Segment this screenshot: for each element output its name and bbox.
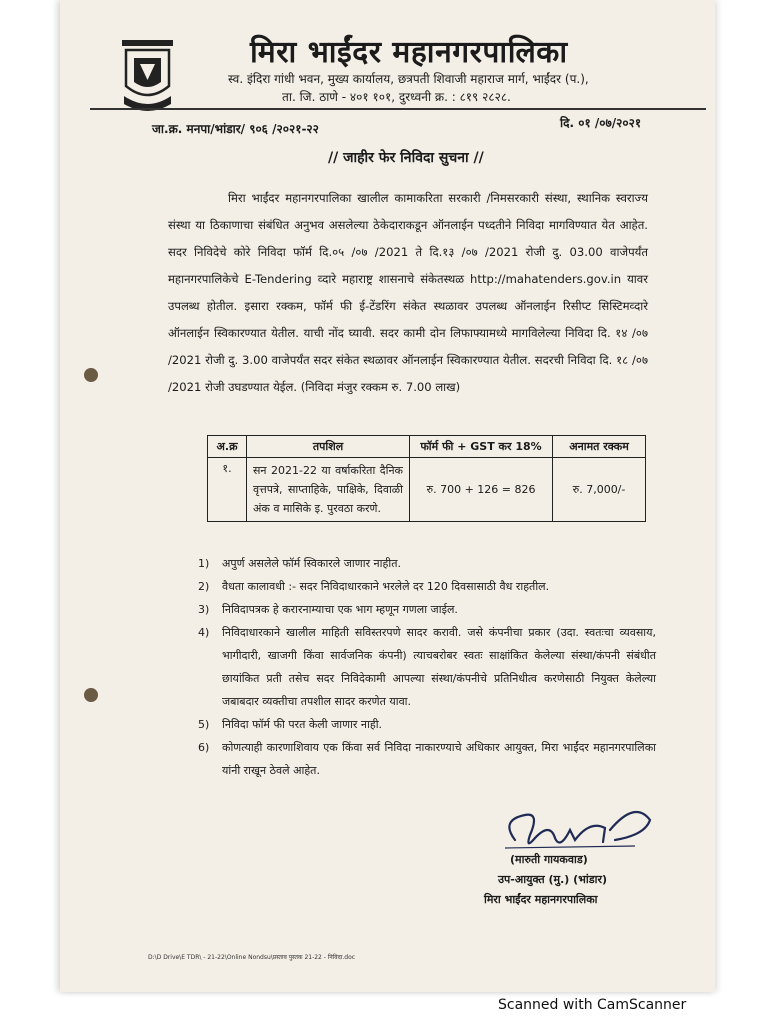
notice-heading: // जाहीर फेर निविदा सुचना //: [328, 150, 484, 166]
list-item-text: कोणत्याही कारणाशिवाय एक किंवा सर्व निविदा नाकारण्याचे अधिकार आयुक्त, मिरा भाईंदर महानगरपालिका यांनी राखून ठेवले आहेत.: [222, 741, 656, 777]
list-item: [198, 713, 656, 736]
list-item: [198, 552, 656, 575]
tender-table: [207, 435, 646, 522]
list-item: [198, 598, 656, 621]
punch-hole: [84, 368, 98, 382]
signature-icon: [495, 800, 655, 860]
list-item-text: निविदाधारकाने खालील माहिती सविस्तरपणे सादर करावी. जसे कंपनीचा प्रकार (उदा. स्वतःचा व्यवसाय, भागीदारी, खाजगी किंवा सार्वजनिक कंपनी) त्याचबरोबर स्वतः साक्षांकित केलेल्या संस्था/कंपनी संबंधीत छायांकित प्रती तसेच सदर निविदेकामी आपल्या संस्था/कंपनीचे प्रतिनिधीत्व करणेसाठी नियुक्त केलेल्या जबाबदार व्यक्तीचा तपशील सादर करणेत यावा.: [222, 626, 656, 708]
list-item-number: 6): [198, 741, 210, 754]
column-header-deposit: अनामत रक्कम: [553, 436, 646, 458]
address-line-2: ता. जि. ठाणे - ४०१ १०१, दुरध्वनी क्र. : ८१९ २८२८.: [282, 90, 511, 104]
table-header-row: [208, 436, 646, 458]
conditions-list: [198, 552, 656, 782]
list-item-number: 2): [198, 580, 210, 593]
file-path-footer: D:\D Drive\E TDR\ - 21-22\Online Nondsu\प्रस्ताव पुस्तक 21-22 - निविदा.doc: [148, 954, 356, 961]
scanner-watermark: Scanned with CamScanner: [498, 997, 687, 1013]
signatory-designation: उप-आयुक्त (मु.) (भांडार): [498, 873, 607, 886]
column-header-form-fee: फॉर्म फी + GST कर 18%: [410, 436, 553, 458]
notice-body: [168, 185, 648, 401]
column-header-details: तपशिल: [247, 436, 410, 458]
signatory-organization: मिरा भाईंदर महानगरपालिका: [484, 893, 598, 906]
list-item-text: निविदा फॉर्म फी परत केली जाणार नाही.: [222, 718, 383, 731]
table-row: [208, 458, 646, 522]
list-item-text: वैधता कालावधी :- सदर निविदाधारकाने भरलेले दर 120 दिवसासाठी वैध राहतील.: [222, 580, 550, 593]
cell-deposit: रु. 7,000/-: [553, 458, 646, 522]
header-divider: [90, 108, 706, 110]
list-item: [198, 621, 656, 713]
punch-hole: [84, 688, 98, 702]
address-line-1: स्व. इंदिरा गांधी भवन, मुख्य कार्यालय, छत्रपती शिवाजी महाराज मार्ग, भाईंदर (प.),: [228, 72, 589, 86]
column-header-sr: अ.क्र: [208, 436, 247, 458]
document-date: दि. ०१ /०७/२०२१: [560, 116, 642, 130]
list-item-number: 4): [198, 626, 210, 639]
reference-number: जा.क्र. मनपा/भांडार/ ९०६ /२०२१-२२: [152, 122, 319, 136]
municipal-seal-icon: [120, 38, 175, 116]
list-item: [198, 575, 656, 598]
list-item-number: 5): [198, 718, 210, 731]
cell-form-fee: रु. 700 + 126 = 826: [410, 458, 553, 522]
list-item-number: 3): [198, 603, 210, 616]
notice-body-text: मिरा भाईंदर महानगरपालिका खालील कामाकरिता सरकारी /निमसरकारी संस्था, स्थानिक स्वराज्य संस्था या ठिकाणाचा संबंधित अनुभव असलेल्या ठेकेदाराकडून ऑनलाईन पध्दतीने निविदा मागविण्यात येत आहेत. सदर निविदेचे कोरे निविदा फॉर्म दि.०५ /०७ /2021 ते दि.१३ /०७ /2021 रोजी दु. 03.00 वाजेपर्यंत महानगरपालिकेचे E-Tendering व्दारे महाराष्ट्र शासनाचे संकेतस्थळ http://mahatenders.gov.in यावर उपलब्ध होतील. इसारा रक्कम, फॉर्म फी ई-टेंडरिंग संकेत स्थळावर उपलब्ध ऑनलाईन रिसीप्ट सिस्टिमव्दारे ऑनलाईन स्विकारण्यात येतील. याची नोंद घ्यावी. सदर कामी दोन लिफाफ्यामध्ये मागविलेल्या निविदा दि. १४ /०७ /2021 रोजी दु. 3.00 वाजेपर्यंत सदर संकेत स्थळावर ऑनलाईन स्विकारण्यात येतील. सदरची निविदा दि. १८ /०७ /2021 रोजी उघडण्यात येईल. (निविदा मंजुर रक्कम रु. 7.00 लाख): [168, 191, 648, 394]
list-item-number: 1): [198, 557, 210, 570]
list-item-text: अपुर्ण असलेले फॉर्म स्विकारले जाणार नाहीत.: [222, 557, 401, 570]
list-item-text: निविदापत्रक हे करारनाम्याचा एक भाग म्हणून गणला जाईल.: [222, 603, 458, 616]
organization-title: मिरा भाईंदर महानगरपालिका: [250, 35, 568, 70]
list-item: [198, 736, 656, 782]
scan-margin: [0, 0, 60, 992]
cell-sr: १.: [208, 458, 247, 522]
signatory-name: (मारुती गायकवाड): [510, 853, 588, 866]
cell-details: सन 2021-22 या वर्षाकरिता दैनिक वृत्तपत्रे, साप्ताहिके, पाक्षिके, दिवाळी अंक व मासिके इ. पुरवठा करणे.: [247, 458, 410, 522]
